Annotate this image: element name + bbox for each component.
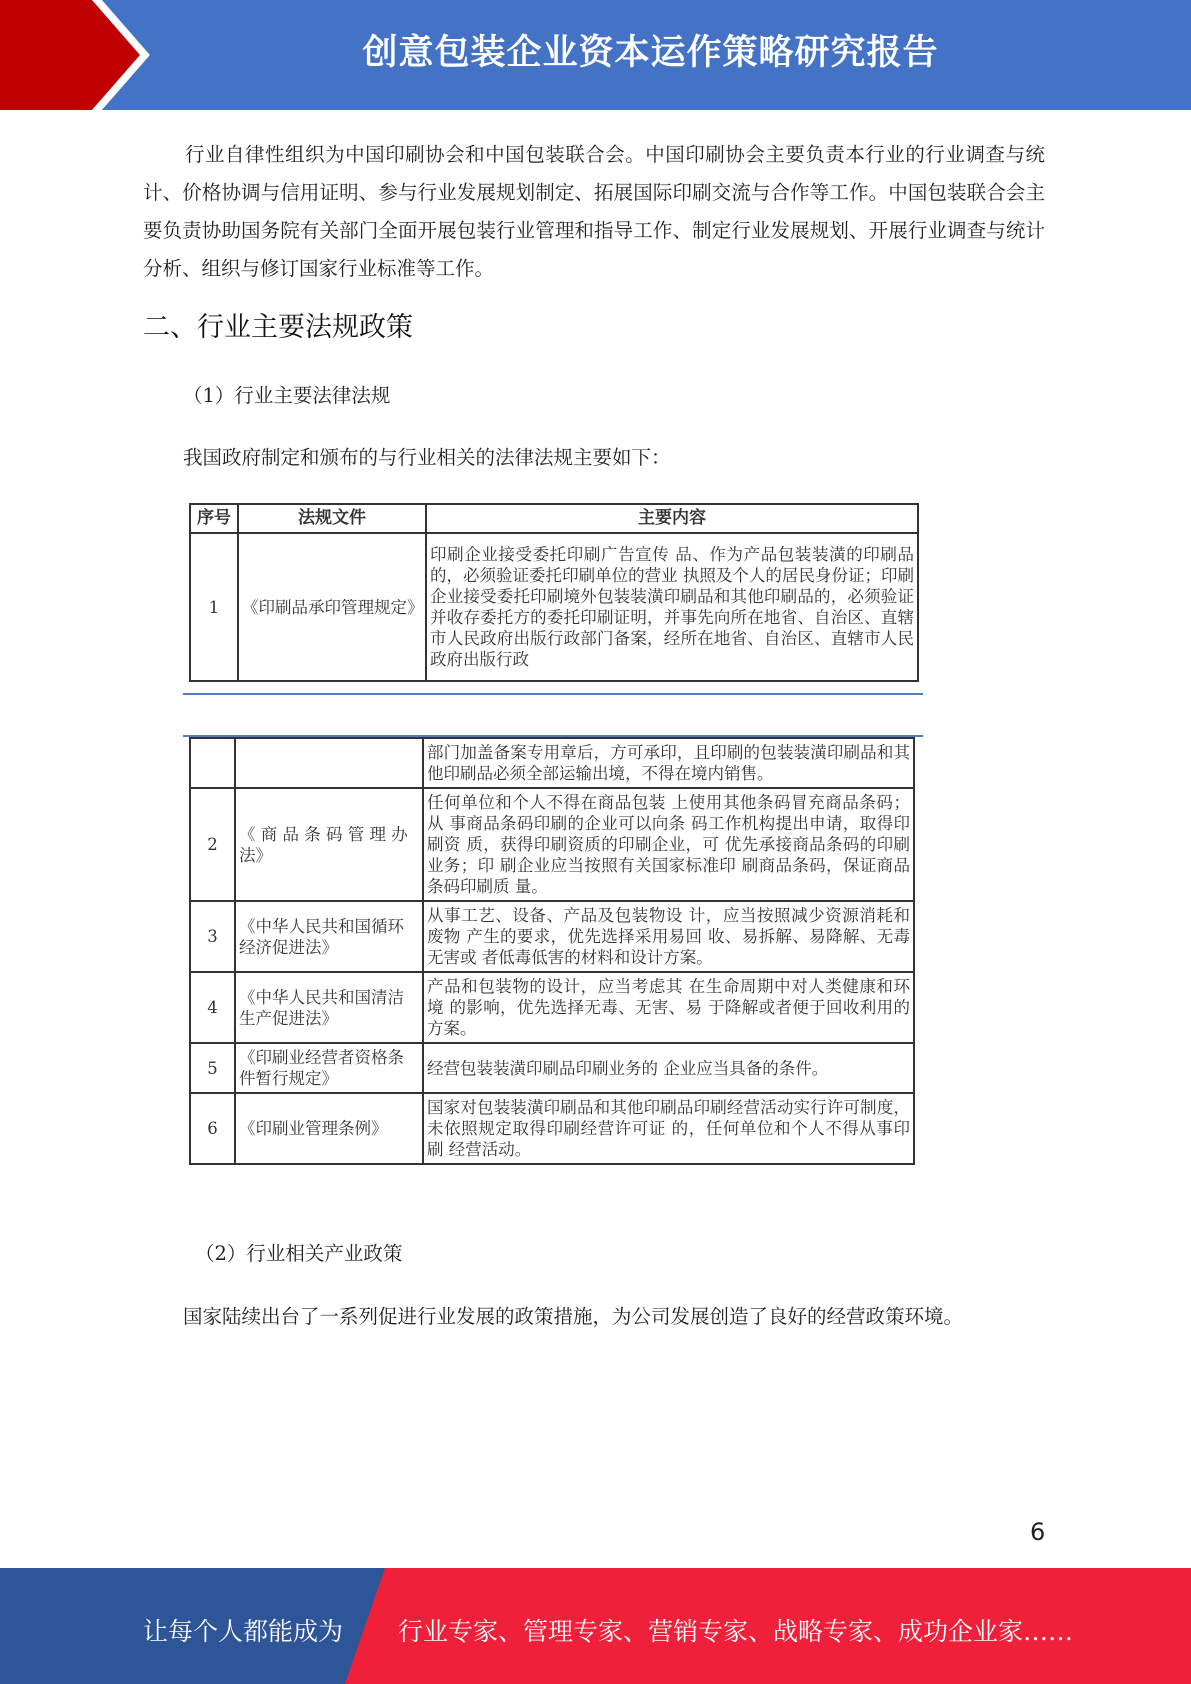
table-header-row xyxy=(190,504,918,533)
row-document-empty xyxy=(235,738,423,788)
row-document: 《中华人民共和国循环经济促进法》 xyxy=(235,901,423,972)
row-document: 《印刷业经营者资格条件暂行规定》 xyxy=(235,1043,423,1093)
row-number: 2 xyxy=(190,788,235,901)
table-row xyxy=(190,1093,914,1164)
table-row xyxy=(190,901,914,972)
table-row xyxy=(190,1043,914,1093)
row-content: 产品和包装物的设计，应当考虑其 在生命周期中对人类健康和环境 的影响，优先选择无毒、无害、易 于降解或者便于回收利用的方案。 xyxy=(423,972,914,1043)
footer-slogan-right: 行业专家、管理专家、营销专家、战略专家、成功企业家…… xyxy=(398,1617,1074,1646)
header-doc: 法规文件 xyxy=(238,504,426,533)
row-number: 5 xyxy=(190,1043,235,1093)
header-no: 序号 xyxy=(190,504,238,533)
row-content: 部门加盖备案专用章后，方可承印，且印刷的包装装潢印刷品和其他印刷品必须全部运输出境，不得在境内销售。 xyxy=(423,738,914,788)
row-content: 经营包装装潢印刷品印刷业务的 企业应当具备的条件。 xyxy=(423,1043,914,1093)
laws-table-part1 xyxy=(189,503,919,682)
row-number: 6 xyxy=(190,1093,235,1164)
subsection-laws-intro: 我国政府制定和颁布的与行业相关的法律法规主要如下： xyxy=(183,446,671,469)
intro-paragraph: 行业自律性组织为中国印刷协会和中国包装联合会。中国印刷协会主要负责本行业的行业调查与统计、价格协调与信用证明、参与行业发展规划制定、拓展国际印刷交流与合作等工作。中国包装联合会主要负责协助国务院有关部门全面开展包装行业管理和指导工作、制定行业发展规划、开展行业调查与统计分析、组织与修订国家行业标准等工作。 xyxy=(143,143,1045,280)
table-row xyxy=(190,972,914,1043)
table-row xyxy=(190,788,914,901)
row-content: 从事工艺、设备、产品及包装物设 计，应当按照减少资源消耗和废物 产生的要求，优先选择采用易回 收、易拆解、易降解、无毒无害或 者低毒低害的材料和设计方案。 xyxy=(423,901,914,972)
header-arrow-decoration xyxy=(0,0,150,110)
row-number: 3 xyxy=(190,901,235,972)
row-document: 《印刷业管理条例》 xyxy=(235,1093,423,1164)
footer-slogan-left: 让每个人都能成为 xyxy=(143,1617,344,1646)
row-document: 《中华人民共和国清洁生产促进法》 xyxy=(235,972,423,1043)
row-content: 印刷企业接受委托印刷广告宣传 品、作为产品包装装潢的印刷品 的，必须验证委托印刷单位的营业 执照及个人的居民身份证；印刷企业接受委托印刷境外包装装潢印刷品和其他印刷品的，必须验证并收存委托方的委托印刷证明，并事先向所在地省、自治区、直辖市人民政府出版行政部门备案，经所在地省、自治区、直辖市人民政府出版行政 xyxy=(426,533,918,681)
row-content: 国家对包装装潢印刷品和其他印刷品印刷经营活动实行许可制度， 未依照规定取得印刷经营许可证 的，任何单位和个人不得从事印刷 经营活动。 xyxy=(423,1093,914,1164)
row-number: 1 xyxy=(190,533,238,681)
row-document: 《印刷品承印管理规定》 xyxy=(238,533,426,681)
row-content: 任何单位和个人不得在商品包装 上使用其他条码冒充商品条码；从 事商品条码印刷的企业可以向条 码工作机构提出申请，取得印刷资 质，获得印刷资质的印刷企业，可 优先承接商品条码的印刷业务；印 刷企业应当按照有关国家标准印 刷商品条码，保证商品条码印刷质 量。 xyxy=(423,788,914,901)
row-number-empty xyxy=(190,738,235,788)
row-document: 《 商 品 条 码 管 理 办 法》 xyxy=(235,788,423,901)
subsection-policy-text: 国家陆续出台了一系列促进行业发展的政策措施，为公司发展创造了良好的经营政策环境。 xyxy=(183,1305,964,1328)
page-header xyxy=(0,0,1191,110)
page-gap xyxy=(183,695,923,735)
table-row xyxy=(190,533,918,681)
page-number: 6 xyxy=(1030,1518,1046,1546)
section-title: 二、行业主要法规政策 xyxy=(143,312,413,343)
row-number: 4 xyxy=(190,972,235,1043)
table-row xyxy=(190,738,914,788)
laws-table-part2 xyxy=(189,737,915,1165)
subsection-laws-heading: （1）行业主要法律法规 xyxy=(183,384,391,407)
subsection-policy-heading: （2）行业相关产业政策 xyxy=(195,1242,403,1265)
header-content: 主要内容 xyxy=(426,504,918,533)
report-title: 创意包装企业资本运作策略研究报告 xyxy=(362,33,939,73)
